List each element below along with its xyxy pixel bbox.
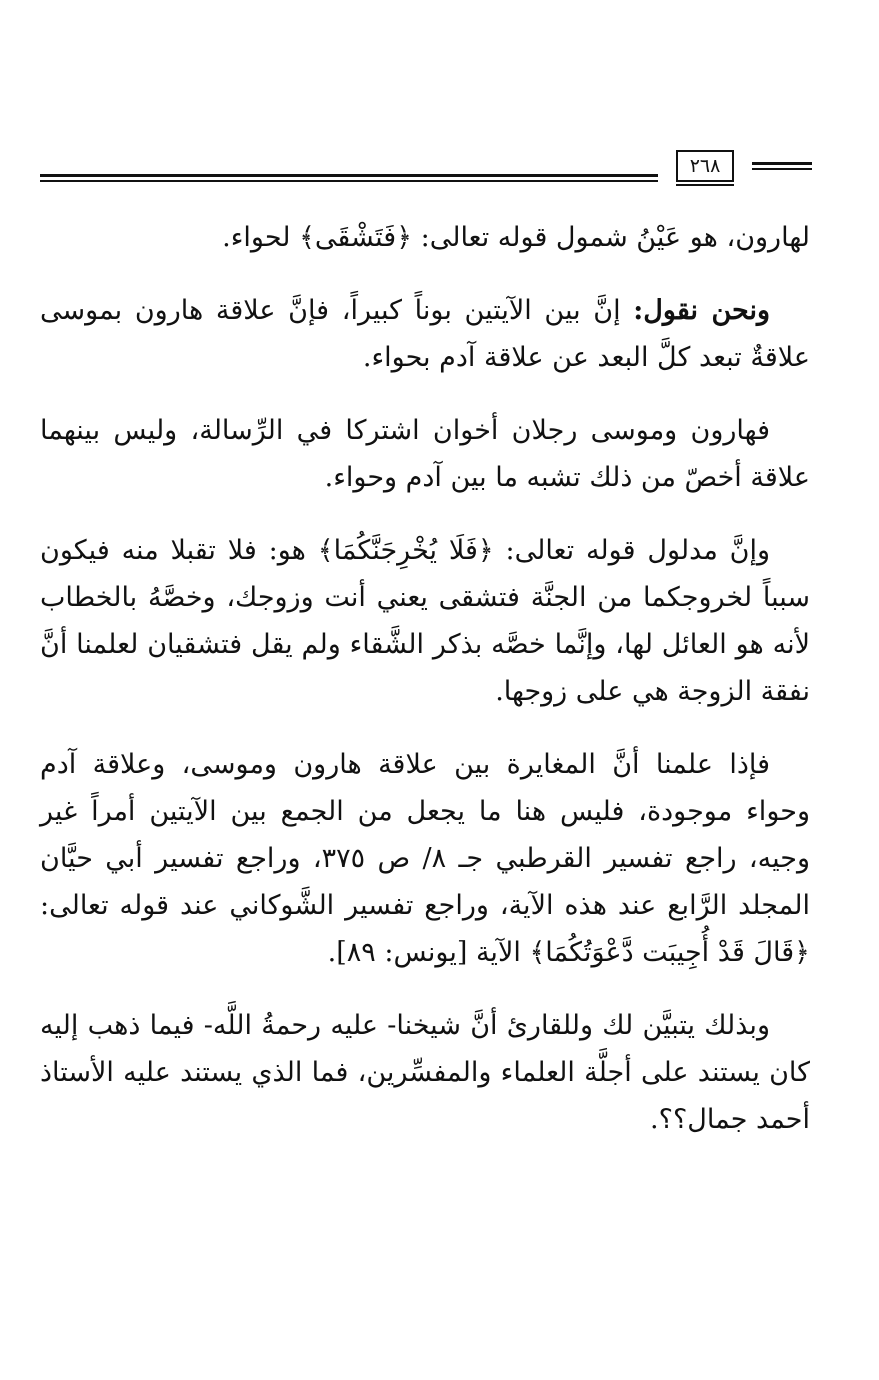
text-segment: هو: فلا تقبلا منه فيكون سبباً لخروجكما من الجنَّة فتشقى يعني أنت وزوجك، وخصَّهُ بالخطاب لأنه هو العائل لها، وإنَّما خصَّه بذكر الشَّقاء ولم يقل فتشقيان لعلمنا أنَّ نفقة الزوجة هي على زوجها. <box>40 535 810 707</box>
page-number <box>676 150 734 182</box>
paragraph-1 <box>40 214 810 261</box>
quran-quote: ﴿فَتَشْقَى﴾ <box>299 222 413 253</box>
paragraph-6 <box>40 1002 810 1143</box>
header-rule-long <box>40 174 658 177</box>
page-header <box>40 150 812 186</box>
paragraph-4 <box>40 527 810 715</box>
bold-lead: ونحن نقول: <box>633 295 771 326</box>
header-rule-short <box>752 162 812 165</box>
text-segment: إنَّ بين الآيتين بوناً كبيراً، فإنَّ علاقة هارون بموسى علاقةٌ تبعد كلَّ البعد عن علاقة آدم بحواء. <box>40 295 810 373</box>
header-rule-short-thin <box>752 168 812 170</box>
text-segment: لهارون، هو عَيْنُ شمول قوله تعالى: <box>412 222 810 253</box>
paragraph-2 <box>40 287 810 381</box>
text-segment: فإذا علمنا أنَّ المغايرة بين علاقة هارون وموسى، وعلاقة آدم وحواء موجودة، فليس هنا ما يجعل من الجمع بين الآيتين أمراً غير وجيه، راجع تفسير القرطبي جـ ٨/ ص ٣٧٥، وراجع تفسير أبي حيَّان المجلد الرَّابع عند هذه الآية، وراجع تفسير الشَّوكاني عند قوله تعالى: <box>40 749 810 921</box>
header-rule-long-thin <box>40 180 658 182</box>
page-number-text: ٢٦٨ <box>689 155 721 177</box>
paragraph-3 <box>40 407 810 501</box>
body-text <box>40 214 810 1169</box>
text-segment: وإنَّ مدلول قوله تعالى: <box>493 535 770 566</box>
text-segment: فهارون وموسى رجلان أخوان اشتركا في الرِّسالة، وليس بينهما علاقة أخصّ من ذلك تشبه ما بين آدم وحواء. <box>40 415 810 493</box>
text-segment: وبذلك يتبيَّن لك وللقارئ أنَّ شيخنا- عليه رحمةُ اللَّه- فيما ذهب إليه كان يستند على أجلَّة العلماء والمفسِّرين، فما الذي يستند عليه الأستاذ أحمد جمال؟؟. <box>40 1010 810 1135</box>
paragraph-5 <box>40 741 810 976</box>
quran-quote: ﴿فَلَا يُخْرِجَنَّكُمَا﴾ <box>317 535 494 566</box>
text-segment: الآية [يونس: ٨٩]. <box>327 937 530 968</box>
quran-quote: ﴿قَالَ قَدْ أُجِيبَت دَّعْوَتُكُمَا﴾ <box>529 937 810 968</box>
text-segment: لحواء. <box>222 222 300 253</box>
